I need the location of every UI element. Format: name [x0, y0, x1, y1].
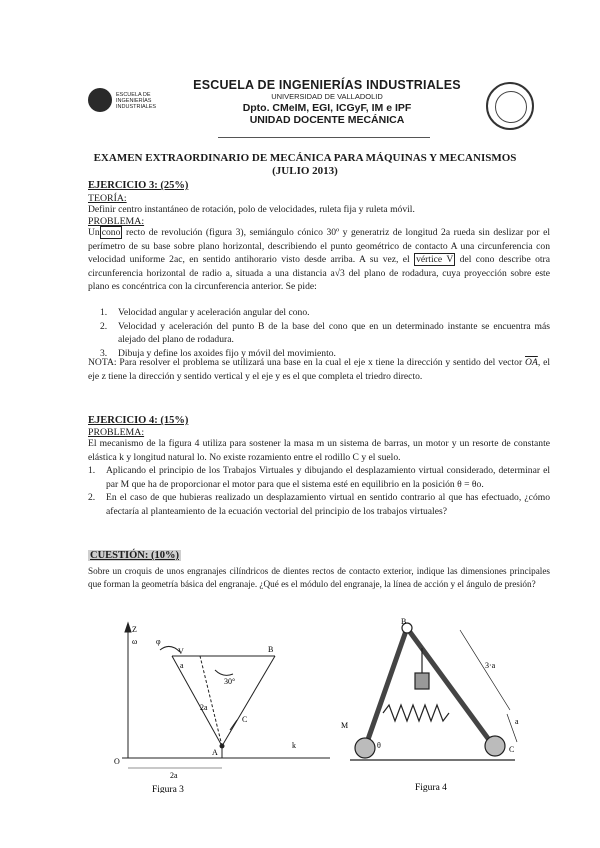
fig3-angle-label: 30° [224, 677, 236, 686]
fig3-a-point-label: A [212, 748, 218, 757]
fig3-a-top-label: a [180, 661, 184, 670]
spring [383, 705, 449, 721]
ej4-title: EJERCICIO 4: (15%) [88, 415, 189, 426]
cone-axis [200, 656, 222, 746]
university-name: UNIVERSIDAD DE VALLADOLID [271, 92, 383, 101]
cono-boxed: cono [101, 227, 121, 238]
header-divider [218, 137, 430, 138]
school-logo-icon [88, 88, 112, 112]
fig4-theta-label: θ [377, 741, 381, 750]
fig3-phi-label: φ [156, 637, 161, 646]
fig3-v-label: V [178, 647, 184, 656]
fig3-b-label: B [268, 645, 274, 654]
school-name: ESCUELA DE INGENIERÍAS INDUSTRIALES [193, 78, 461, 92]
motor-joint [355, 738, 375, 758]
unit-name: UNIDAD DOCENTE MECÁNICA [249, 114, 405, 126]
ej3-problema-text: Un cono recto de revolución (figura 3), semiángulo cónico 30º y generatriz de longitud 2a rueda sin deslizar por el perímetro de su base sobre plano horizontal, describiendo el punto geométrico de contacto A una circunferencia con velocidad uniforme 2ac, en sentido antihorario visto desde arriba. A su vez, el vértice V del cono describe otra circunferencia horizontal de radio a, situada a una distancia a√3 del plano de rodadura, cuya proyección sobre este plano es concéntrica con la circunferencia anterior. Se pide: [88, 227, 550, 293]
fig3-o-label: O [114, 757, 120, 766]
mass-block [415, 673, 429, 689]
fig3-2a-bottom-label: 2a [170, 771, 178, 780]
fig4-caption: Figura 4 [415, 783, 447, 793]
department-name: Dpto. CMeIM, EGI, ICGyF, IM e IPF [242, 102, 412, 114]
exam-title-main: EXAMEN EXTRAORDINARIO DE MECÁNICA PARA MÁQUINAS Y MECANISMOS [93, 152, 517, 164]
ej4-question-list [88, 464, 550, 518]
fig3-omega-label: ω [132, 637, 138, 646]
ej3-nota: NOTA: Para resolver el problema se utilizará una base en la cual el eje x tiene la dirección y sentido del vector $\overline{OA}$, el eje z tiene la dirección y sentido vertical y el eje y es el que completa el triedro directo. [88, 357, 550, 382]
cuestion-text: Sobre un croquis de unos engranajes cilíndricos de dientes rectos de contacto exterior, indique las dimensiones principales que forman la geometría básica del engranaje. ¿Qué es el módulo del engranaje, la línea de acción y el ángulo de presión? [88, 566, 550, 589]
fig4-b-label: B [401, 618, 407, 626]
fig3-k-label: k [292, 741, 296, 750]
figure-4 [335, 618, 535, 793]
fig4-a-label: a [515, 717, 519, 726]
fig4-3a-label: 3·a [485, 661, 496, 670]
list-item: 2. Velocidad y aceleración del punto B de la base del cono que en un determinado instante se encuentra más alejado del plano de rodadura. [100, 320, 550, 346]
fig3-2a-label: 2a [200, 703, 208, 712]
figure-3 [100, 618, 340, 793]
bar-left [365, 628, 407, 748]
university-seal-icon [486, 82, 534, 130]
ej4-problema-label: PROBLEMA: [88, 427, 145, 438]
cone-right-edge [222, 656, 275, 746]
fig3-caption: Figura 3 [152, 785, 184, 793]
school-logo-text: ESCUELA DE INGENIERÍAS INDUSTRIALES [116, 92, 157, 110]
cuestion-title: CUESTIÓN: (10%) [90, 550, 179, 561]
phi-arc [160, 646, 180, 652]
ej4-text: El mecanismo de la figura 4 utiliza para sostener la masa m un sistema de barras, un motor y un resorte de constante elástica k y longitud natural lo. No existe rozamiento entre el rodillo C y el suelo. [88, 438, 550, 463]
ej3-question-list [100, 306, 550, 360]
fig3-z-label: Z [132, 625, 137, 634]
ej3-teoria-text: Definir centro instantáneo de rotación, polo de velocidades, ruleta fija y ruleta móvil. [88, 204, 415, 215]
exam-title [70, 152, 540, 178]
fig4-m-label: M [341, 721, 349, 730]
ej3-problema-label: PROBLEMA: [88, 216, 145, 227]
fig3-c-label: C [242, 715, 248, 724]
roller-c [485, 736, 505, 756]
exam-title-date: (JULIO 2013) [272, 165, 338, 177]
list-item: 1. Aplicando el principio de los Trabajos Virtuales y dibujando el desplazamiento virtual considerado, determinar el par M que ha de proporcionar el motor para que el sistema esté en equilibrio en la posición θ = θo. [88, 465, 550, 490]
letterhead [182, 78, 472, 126]
ej3-title: EJERCICIO 3: (25%) [88, 180, 189, 191]
vector-oa: $\overline{OA}$ [525, 357, 538, 368]
list-item: 2. En el caso de que hubieras realizado un desplazamiento virtual en sentido contrario al que has efectuado, ¿cómo afectaría al planteamiento de la ecuación vectorial del principio de los trabajos virtuales? [88, 492, 550, 517]
list-item: 1. Velocidad angular y aceleración angular del cono. [100, 307, 310, 318]
list-item: 3. Dibuja y define los axoides fijo y móvil del movimiento. [100, 347, 336, 359]
fig4-c-label: C [509, 745, 515, 754]
ej3-teoria-label: TEORÍA: [88, 193, 127, 204]
vertice-boxed: vértice V [416, 254, 454, 266]
